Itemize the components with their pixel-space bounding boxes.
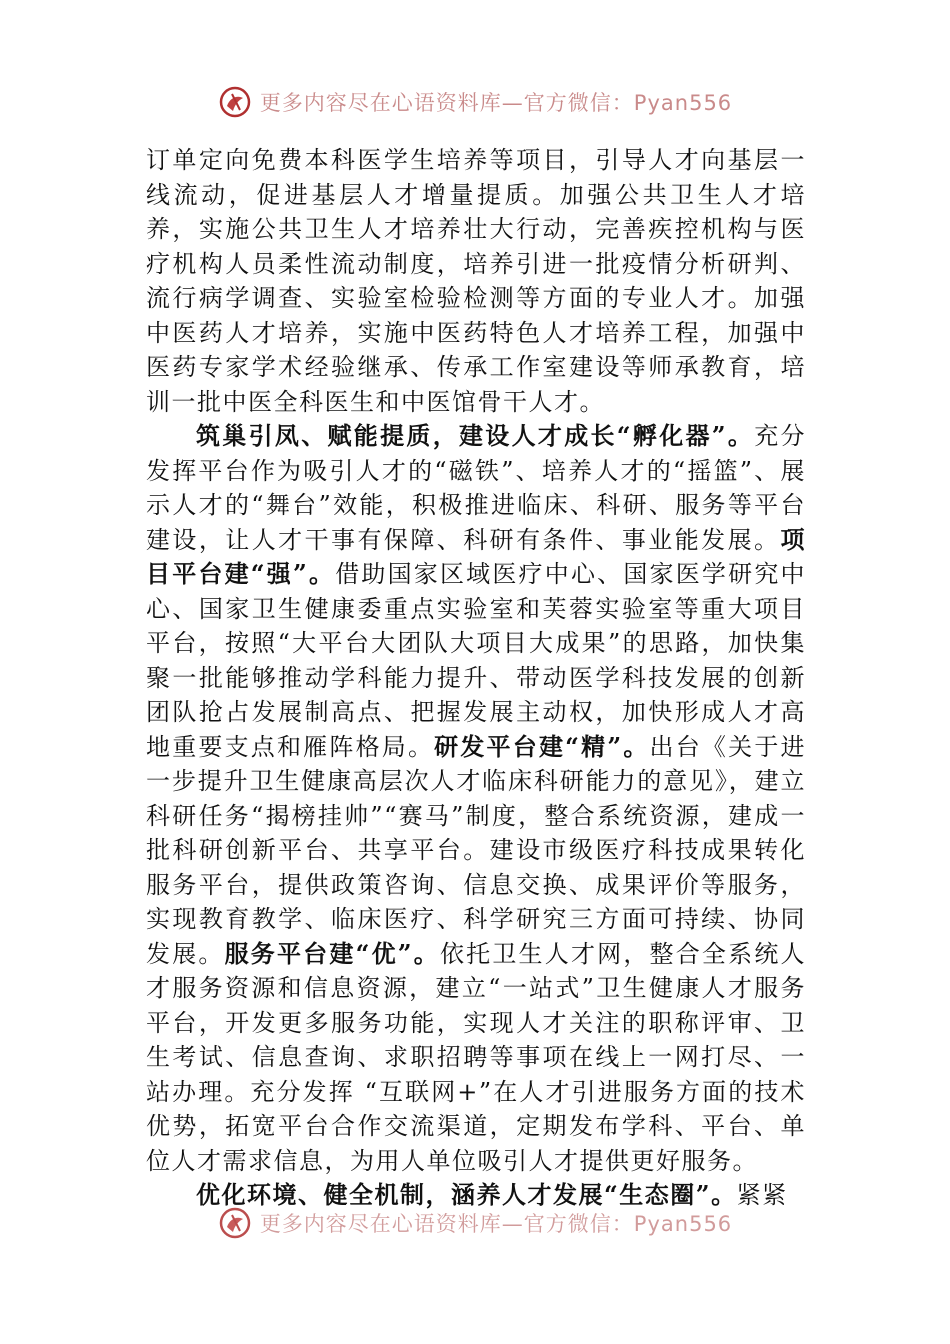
body-text: 紧紧 [736, 1181, 788, 1209]
bold-heading-text: 服务平台建“优”。 [224, 938, 440, 968]
document-body [146, 143, 806, 1213]
watermark-text: 更多内容尽在心语资料库—官方微信：Pyan556 [259, 91, 733, 115]
body-text: 出台《关于进一步提升卫生健康高层次人才临床科研能力的意见》，建立科研任务“揭榜挂帅”“赛马”制度，整合系统资源，建成一批科研创新平台、共享平台。建设市级医疗科技成果转化服务平台，提供政策咨询、信息交换、成果评价等服务，实现教育教学、临床医疗、科学研究三方面可持续、协同发展。 [146, 732, 807, 968]
watermark-footer [0, 1203, 950, 1243]
bold-heading-text: 优化环境、健全机制，涵养人才发展“生态圈”。 [196, 1180, 737, 1209]
paragraph [146, 143, 806, 419]
logo-icon [218, 1206, 252, 1240]
body-text: 充分发挥平台作为吸引人才的“磁铁”、培养人才的“摇篮”、展示人才的“舞台”效能，积极推进临床、科研、服务等平台建设，让人才干事有保障、科研有条件、事业能发展。 [146, 422, 807, 554]
body-text: 借助国家区域医疗中心、国家医学研究中心、国家卫生健康委重点实验室和芙蓉实验室等重大项目平台，按照“大平台大团队大项目大成果”的思路，加快集聚一批能够推动学科能力提升、带动医学科技发展的创新团队抢占发展制高点、把握发展主动权，加快形成人才高地重要支点和雁阵格局。 [146, 560, 807, 761]
logo-icon [218, 85, 252, 119]
body-text: 订单定向免费本科医学生培养等项目，引导人才向基层一线流动，促进基层人才增量提质。加强公共卫生人才培养，实施公共卫生人才培养壮大行动，完善疾控机构与医疗机构人员柔性流动制度，培养引进一批疫情分析研判、流行病学调查、实验室检验检测等方面的专业人才。加强中医药人才培养，实施中医药特色人才培养工程，加强中医药专家学术经验继承、传承工作室建设等师承教育，培训一批中医全科医生和中医馆骨干人才。 [146, 146, 806, 416]
bold-heading-text: 项目平台建“强”。 [146, 524, 806, 588]
watermark-header [0, 82, 950, 122]
bold-heading-text: 筑巢引凤、赋能提质，建设人才成长“孵化器”。 [196, 421, 755, 450]
watermark-text: 更多内容尽在心语资料库—官方微信：Pyan556 [259, 1212, 733, 1236]
bold-heading-text: 研发平台建“精”。 [434, 731, 650, 761]
paragraph [146, 419, 806, 1178]
body-text: 依托卫生人才网，整合全系统人才服务资源和信息资源，建立“一站式”卫生健康人才服务平台，开发更多服务功能，实现人才关注的职称评审、卫生考试、信息查询、求职招聘等事项在线上一网打尽、一站办理。充分发挥 “互联网+”在人才引进服务方面的技术优势，拓宽平台合作交流渠道，定期发布学科、平台、单位人才需求信息，为用人单位吸引人才提供更好服务。 [146, 939, 807, 1175]
